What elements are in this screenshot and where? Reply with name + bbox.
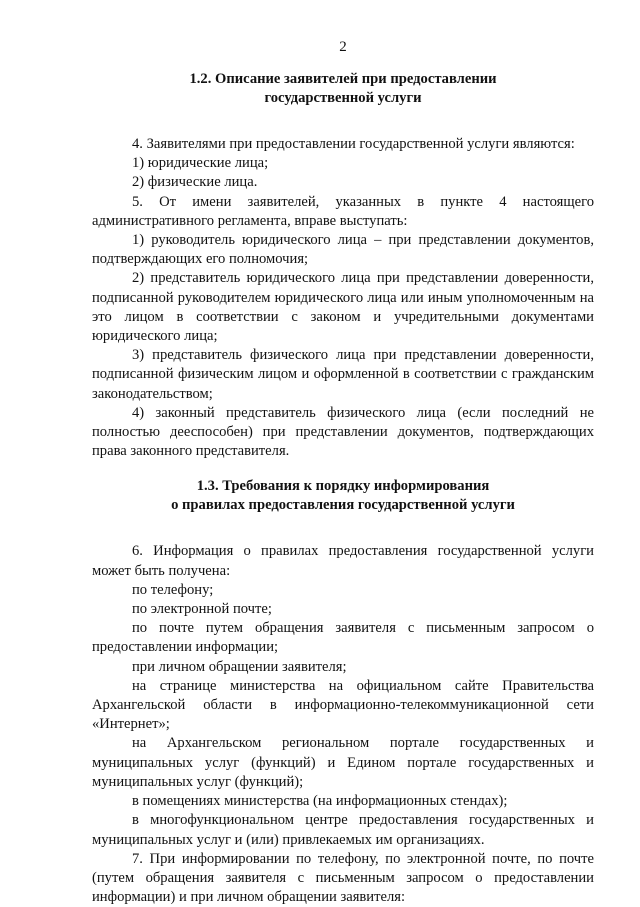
paragraph: 1) юридические лица; [132,155,269,172]
section-title-1-3 [92,477,594,515]
paragraph: 7. При информировании по телефону, по электронной почте, по почте (путем обращения заявителя с письменным запросом о предоставлении информации) и при личном обращении заявителя: [92,850,594,906]
page-number: 2 [339,39,347,55]
paragraph: по телефону; [132,581,214,598]
paragraph: в помещениях министерства (на информационных стендах); [132,793,508,810]
paragraph: на Архангельском региональном портале государственных и муниципальных услуг (функций) и Едином портале государственных и муниципальных услуг (функций); [92,735,594,790]
paragraph: 3) представитель физического лица при представлении доверенности, подписанной физическим лицом и оформленной в соответствии с гражданским законодательством; [92,347,594,402]
section-title-line: государственной услуги [264,90,422,106]
section-body-1-3 [92,542,594,907]
paragraph: на странице министерства на официальном сайте Правительства Архангельской области в информационно-телекоммуникационной сети «Интернет»; [92,677,594,733]
section-title-line: о правилах предоставления государственной услуги [171,497,515,514]
paragraph: 2) физические лица. [132,174,258,191]
paragraph: 2) представитель юридического лица при представлении доверенности, подписанной руководителем юридического лица или иным уполномоченным на это лицом в соответствии с законом и учредительными документами юридического лица; [92,270,594,345]
paragraph: 1) руководитель юридического лица – при представлении документов, подтверждающих его полномочия; [92,232,594,268]
section-title-line: 1.2. Описание заявителей при предоставлении [189,71,497,87]
section-body-1-2 [92,135,594,461]
paragraph: 5. От имени заявителей, указанных в пункте 4 настоящего административного регламента, вправе выступать: [92,193,594,229]
paragraph: по электронной почте; [132,601,272,618]
paragraph: 4. Заявителями при предоставлении государственной услуги являются: [132,136,575,152]
paragraph: 6. Информация о правилах предоставления государственной услуги может быть получена: [92,543,594,579]
section-title-line: 1.3. Требования к порядку информирования [196,478,490,495]
paragraph: по почте путем обращения заявителя с письменным запросом о предоставлении информации; [92,620,594,656]
paragraph: 4) законный представитель физического лица (если последний не полностью дееспособен) при представлении документов, подтверждающих права законного представителя. [92,404,594,460]
paragraph: при личном обращении заявителя; [132,658,347,675]
paragraph: в многофункциональном центре предоставления государственных и муниципальных услуг и (или) привлекаемых им организациях. [92,812,594,848]
section-title-1-2 [92,70,594,108]
